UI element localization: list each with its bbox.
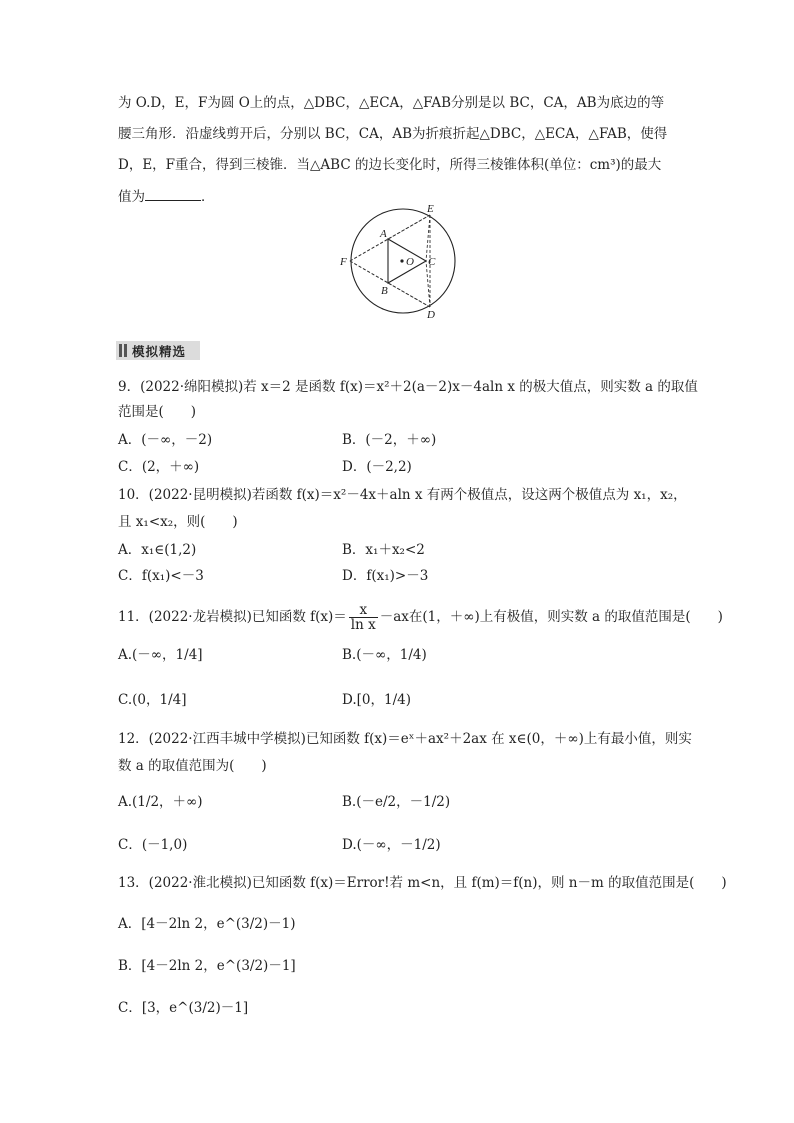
q9-line-2: 范围是( )	[118, 404, 197, 420]
section-title: 模拟精选	[132, 344, 187, 359]
q10-line-2: 且 x₁<x₂，则( )	[118, 514, 238, 530]
q11-numerator: x	[349, 603, 378, 618]
q9-option-a: A．(－∞，－2)	[118, 432, 213, 448]
q10-option-b: B．x₁＋x₂<2	[342, 542, 425, 558]
q13-line-1: 13．(2022·淮北模拟)已知函数 f(x)＝Error!若 m<n，且 f(m)＝f(n)，则 n－m 的取值范围是( )	[118, 875, 727, 891]
header-bar-icon	[124, 344, 127, 357]
q11-denominator: ln x	[350, 617, 376, 633]
q10-option-d: D．f(x₁)>－3	[342, 568, 429, 584]
label-b: B	[381, 285, 388, 297]
header-bar-icon	[119, 344, 122, 357]
q12-option-d: D.(－∞，－1/2)	[342, 837, 441, 853]
q13-option-a: A．[4－2ln 2，e^(3/2)－1)	[118, 916, 296, 932]
label-a: A	[380, 228, 387, 240]
q9-line-1: 9．(2022·绵阳模拟)若 x＝2 是函数 f(x)＝x²＋2(a－2)x－4aln x 的极大值点，则实数 a 的取值	[118, 379, 698, 395]
q10-line-1: 10．(2022·昆明模拟)若函数 f(x)＝x²－4x＋aln x 有两个极值点，设这两个极值点为 x₁，x₂，	[118, 487, 687, 503]
q11-line-1	[118, 603, 723, 632]
label-c: C	[428, 256, 436, 268]
q10-option-a: A．x₁∈(1,2)	[118, 542, 197, 558]
label-e: E	[427, 203, 434, 215]
intro-line-2: 腰三角形．沿虚线剪开后，分别以 BC，CA，AB为折痕折起△DBC，△ECA，△FAB，使得	[118, 126, 668, 142]
q9-option-d: D．(－2,2)	[342, 459, 412, 475]
q12-option-c: C．(－1,0)	[118, 837, 188, 853]
geometry-figure	[335, 200, 465, 325]
q12-line-1: 12．(2022·江西丰城中学模拟)已知函数 f(x)＝eˣ＋ax²＋2ax 在 x∈(0，＋∞)上有最小值，则实	[118, 731, 692, 747]
q12-option-a: A.(1/2，＋∞)	[118, 794, 203, 810]
label-o: O	[406, 256, 414, 268]
q12-line-2: 数 a 的取值范围为( )	[118, 758, 267, 774]
q10-option-c: C．f(x₁)<－3	[118, 568, 204, 584]
label-f: F	[340, 256, 347, 268]
intro-line-4-text: 值为	[118, 189, 145, 205]
intro-line-3: D，E，F重合，得到三棱锥．当△ABC 的边长变化时，所得三棱锥体积(单位：cm³)的最大	[118, 157, 662, 173]
q13-option-b: B．[4－2ln 2，e^(3/2)－1]	[118, 958, 296, 974]
q13-option-c: C．[3，e^(3/2)－1]	[118, 1000, 249, 1016]
intro-end: ．	[201, 189, 215, 205]
q11-option-a: A.(－∞，1/4]	[118, 647, 203, 663]
q11-option-c: C.(0，1/4]	[118, 692, 187, 708]
q11-option-b: B.(－∞，1/4)	[342, 647, 427, 663]
q11-fraction	[349, 603, 378, 632]
label-d: D	[427, 309, 435, 321]
center-dot	[400, 259, 403, 262]
intro-line-1: 为 O.D，E，F为圆 O上的点，△DBC，△ECA，△FAB分别是以 BC，CA，AB为底边的等	[118, 95, 665, 111]
q11-option-d: D.[0，1/4)	[342, 692, 411, 708]
q9-option-c: C．(2，＋∞)	[118, 459, 200, 475]
q9-option-b: B．(－2，＋∞)	[342, 432, 437, 448]
answer-blank	[145, 186, 201, 201]
q11-post: －ax在(1，＋∞)上有极值，则实数 a 的取值范围是( )	[379, 609, 723, 625]
section-header	[116, 341, 200, 360]
q11-pre: 11．(2022·龙岩模拟)已知函数 f(x)＝	[118, 609, 347, 625]
q12-option-b: B.(－e/2，－1/2)	[342, 794, 451, 810]
intro-line-4	[118, 186, 215, 207]
